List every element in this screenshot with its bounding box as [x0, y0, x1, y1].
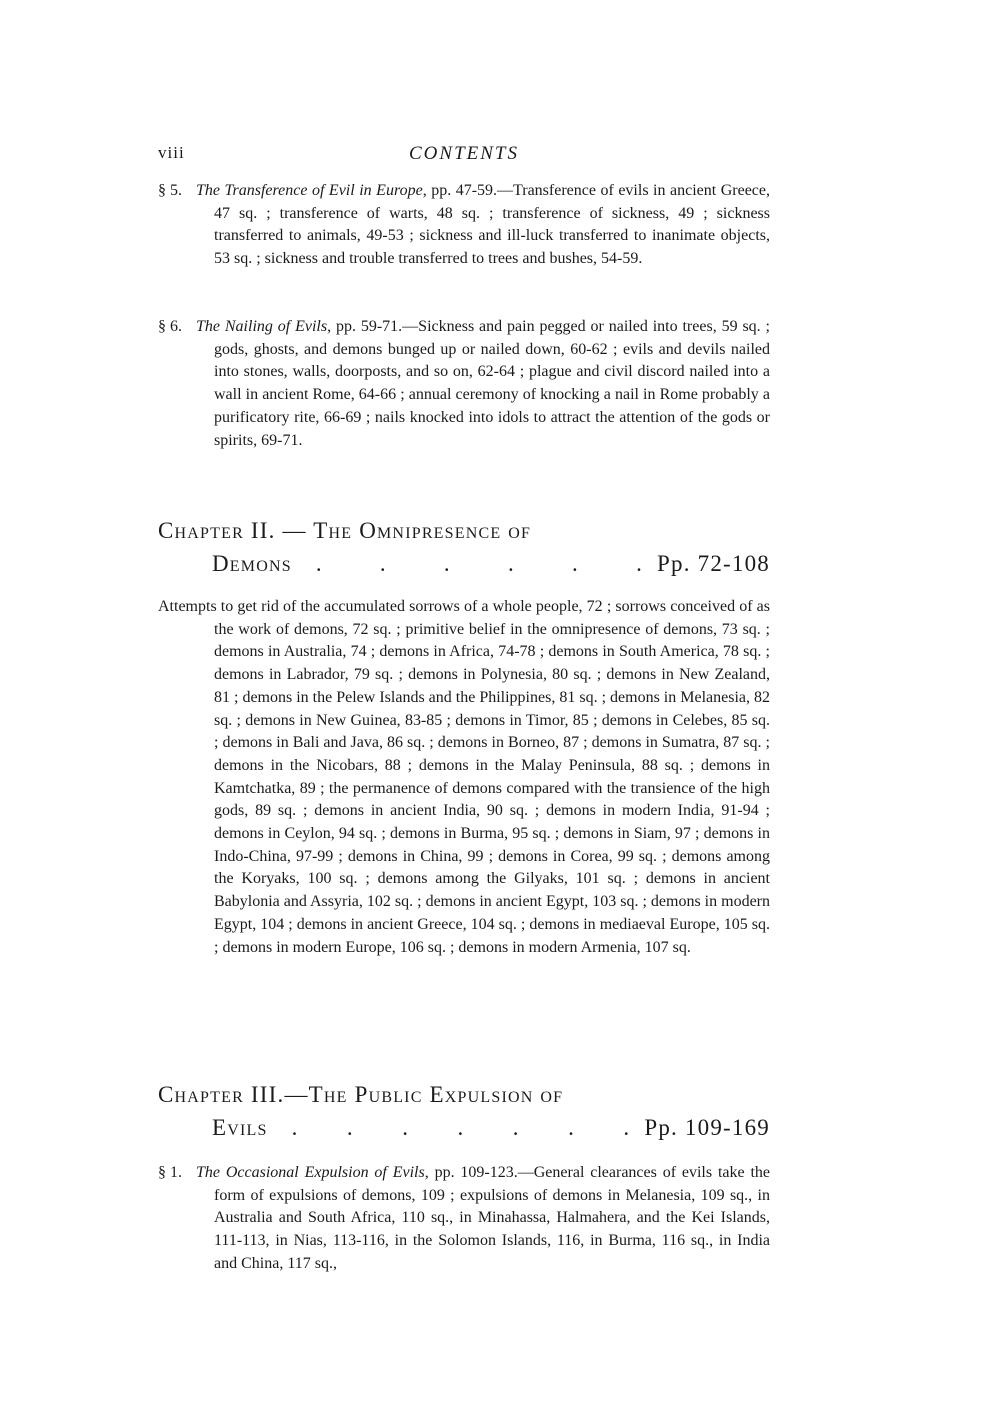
chapter-3-heading: [158, 1078, 770, 1144]
section-5-title: The Transference of Evil in Europe: [196, 182, 423, 199]
section-5-entry: [158, 180, 770, 271]
chapter-2-summary-text: Attempts to get rid of the accumulated sorrows of a whole people, 72 ; sorrows conceived of as the work of demons, 72 sq. ; primitive belief in the omnipresence of demons, 73 sq. ; demons in Australia, 74 ; demons in Africa, 74-78 ; demons in South America, 78 sq. ; demons in Labrador, 79 sq. ; demons in Polynesia, 80 sq. ; demons in New Zealand, 81 ; demons in the Pelew Islands and the Philippines, 81 sq. ; demons in Melanesia, 82 sq. ; demons in New Guinea, 83-85 ; demons in Timor, 85 ; demons in Celebes, 85 sq. ; demons in Bali and Java, 86 sq. ; demons in Borneo, 87 ; demons in Sumatra, 87 sq. ; demons in the Nicobars, 88 ; demons in the Malay Peninsula, 88 sq. ; demons in Kamtchatka, 89 ; the permanence of demons compared with the transience of the high gods, 89 sq. ; demons in ancient India, 90 sq. ; demons in modern India, 91-94 ; demons in Ceylon, 94 sq. ; demons in Burma, 95 sq. ; demons in Siam, 97 ; demons in Indo-China, 97-99 ; demons in China, 99 ; demons in Corea, 99 sq. ; demons among the Koryaks, 100 sq. ; demons among the Gilyaks, 101 sq. ; demons in ancient Babylonia and Assyria, 102 sq. ; demons in ancient Egypt, 103 sq. ; demons in modern Egypt, 104 ; demons in ancient Greece, 104 sq. ; demons in mediaeval Europe, 105 sq. ; demons in modern Europe, 106 sq. ; demons in modern Armenia, 107 sq.: [158, 598, 770, 956]
running-title: CONTENTS: [409, 143, 519, 164]
chapter-3-title-end: Evils: [212, 1115, 268, 1140]
section-6-body: , pp. 59-71.—Sickness and pain pegged or nailed into trees, 59 sq. ; gods, ghosts, and demons bunged up or nailed down, 60-62 ; evils and devils nailed into stones, walls, doorposts, and so on, 62-64 ; plague and civil discord nailed into a wall in ancient Rome, 64-66 ; annual ceremony of knocking a nail in Rome probably a purificatory rite, 66-69 ; nails knocked into idols to attract the attention of the gods or spirits, 69-71.: [214, 318, 770, 449]
chapter-2-heading: [158, 514, 770, 580]
page-number: viii: [158, 143, 185, 162]
section-6: [158, 316, 770, 452]
section-5-body: , pp. 47-59.—Transference of evils in ancient Greece, 47 sq. ; transference of warts, 48 sq. ; transference of sickness, 49 ; sickness transferred to animals, 49-53 ; sickness and ill-luck transferred to inanimate objects, 53 sq. ; sickness and trouble transferred to trees and bushes, 54-59.: [214, 182, 771, 268]
chapter-2-summary: [158, 596, 770, 959]
section-6-label: § 6.: [158, 318, 182, 335]
chapter-3-section-1-label: § 1.: [158, 1164, 182, 1181]
section-6-entry: [158, 316, 770, 452]
chapter-2-title-end: Demons: [212, 551, 292, 576]
section-5-label: § 5.: [158, 182, 182, 199]
chapter-3-title-line2: [158, 1111, 770, 1144]
section-6-title: The Nailing of Evils: [196, 318, 328, 335]
chapter-3-pages: Pp. 109-169: [644, 1115, 770, 1140]
chapter-3-section-1-title: The Occasional Expulsion of Evils: [196, 1164, 425, 1181]
chapter-3-section-1: [158, 1162, 770, 1276]
chapter-2-pages: Pp. 72-108: [657, 551, 770, 576]
chapter-3-section-1-body: , pp. 109-123.—General clearances of evils take the form of expulsions of demons, 109 ; expulsions of demons in Melanesia, 109 sq., in Australia and South Africa, 110 sq., in Minahassa, Halmahera, and the Kei Islands, 111-113, in Nias, 113-116, in the Solomon Islands, 116, in Burma, 116 sq., in India and China, 117 sq.,: [214, 1164, 770, 1272]
chapter-2-title: Chapter II. — The Omnipresence of: [158, 518, 532, 543]
chapter-2-title-line2: [158, 547, 770, 580]
chapter-3-section-1-entry: [158, 1162, 770, 1276]
section-5: [158, 180, 770, 271]
leader-dots: . . . . . . .: [291, 1115, 631, 1140]
chapter-3-title: Chapter III.—The Public Expulsion of: [158, 1082, 564, 1107]
leader-dots: . . . . . .: [315, 551, 644, 576]
running-head: [158, 143, 770, 167]
